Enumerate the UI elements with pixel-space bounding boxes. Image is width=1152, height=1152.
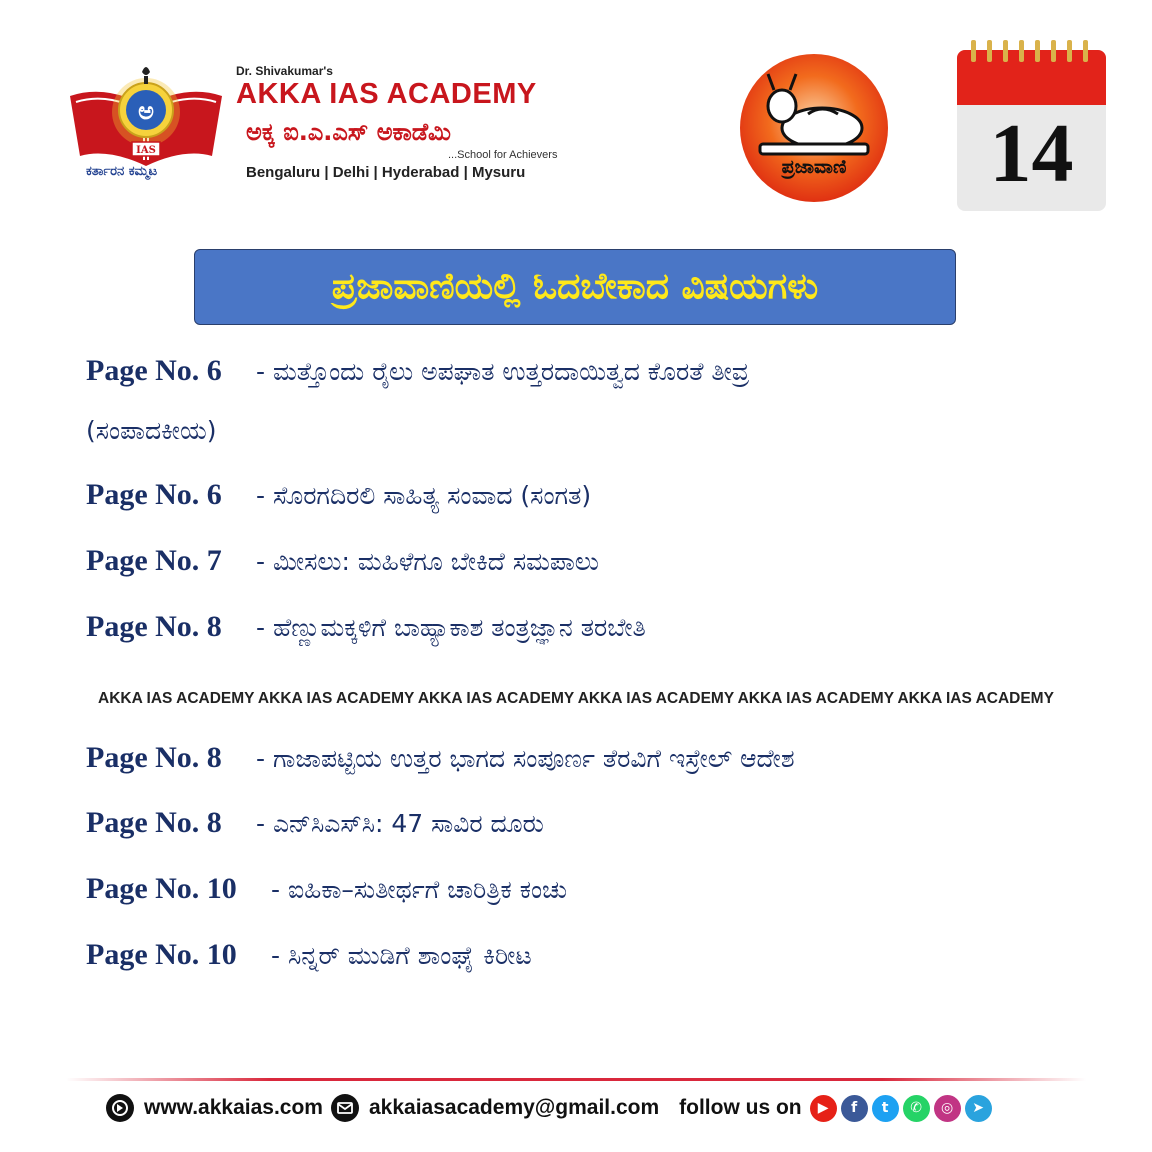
whatsapp-icon[interactable]: ✆ (903, 1095, 930, 1122)
item-continuation: (ಸಂಪಾದಕೀಯ) (86, 416, 217, 445)
banner-title: ಪ್ರಜಾವಾಣಿಯಲ್ಲಿ ಓದಬೇಕಾದ ವಿಷಯಗಳು (331, 266, 819, 307)
emblem-caption: ಕರ್ತಾರನ ಕಮ್ಮಟ (86, 164, 158, 179)
footer-divider (66, 1078, 1086, 1081)
item-text: - ಹೆಣ್ಣುಮಕ್ಕಳಿಗೆ ಬಾಹ್ಯಾಕಾಶ ತಂತ್ರಜ್ಞಾನ ತರಬೇತಿ (256, 613, 646, 642)
page-number: Page No. 10 (86, 938, 237, 971)
item-text: - ಐಹಿಕಾ–ಸುತೀರ್ಥಗೆ ಚಾರಿತ್ರಿಕ ಕಂಚು (271, 875, 568, 904)
list-item (86, 610, 646, 644)
academy-name: AKKA IAS ACADEMY (236, 78, 537, 110)
list-item (86, 872, 567, 906)
list-item (86, 544, 599, 578)
telegram-icon[interactable]: ➤ (965, 1095, 992, 1122)
page-number: Page No. 10 (86, 872, 237, 905)
list-item (86, 806, 544, 840)
globe-icon (106, 1094, 134, 1122)
founder-line: Dr. Shivakumar's (236, 64, 333, 78)
academy-cities: Bengaluru | Delhi | Hyderabad | Mysuru (246, 164, 526, 181)
item-text: - ಸಿನ್ನರ್ ಮುಡಿಗೆ ಶಾಂಘೈ ಕಿರೀಟ (271, 941, 532, 970)
item-text: - ಮೀಸಲು: ಮಹಿಳೆಗೂ ಬೇಕಿದೆ ಸಮಪಾಲು (256, 547, 599, 576)
prajavani-logo (738, 52, 890, 204)
youtube-icon[interactable]: ▶ (810, 1095, 837, 1122)
item-text: - ಗಾಜಾಪಟ್ಟಿಯ ಉತ್ತರ ಭಾಗದ ಸಂಪೂರ್ಣ ತೆರವಿಗೆ ಇಸ್ರೇಲ್ ಆದೇಶ (256, 744, 795, 773)
page-number: Page No. 6 (86, 354, 222, 387)
website-link[interactable]: www.akkaias.com (144, 1096, 323, 1119)
title-banner (194, 249, 956, 325)
svg-text:ಅ: ಅ (138, 97, 154, 125)
item-text: - ಎನ್‌ಸಿಎಸ್‌ಸಿ: 47 ಸಾವಿರ ದೂರು (256, 809, 544, 838)
list-item (86, 741, 795, 775)
page-number: Page No. 6 (86, 478, 222, 511)
academy-title-block (236, 62, 566, 192)
email-icon (331, 1094, 359, 1122)
calendar-icon (957, 40, 1106, 211)
twitter-icon[interactable]: t (872, 1095, 899, 1122)
emblem-badge: IAS (136, 145, 156, 156)
calendar-date: 14 (989, 107, 1074, 200)
follow-label: follow us on (679, 1096, 802, 1119)
page-number: Page No. 7 (86, 544, 222, 577)
list-item (86, 354, 749, 388)
page-number: Page No. 8 (86, 806, 222, 839)
academy-tagline: ...School for Achievers (448, 149, 558, 161)
email-link[interactable]: akkaiasacademy@gmail.com (368, 1096, 660, 1119)
page-number: Page No. 8 (86, 610, 222, 643)
footer (106, 1092, 996, 1124)
academy-name-kannada: ಅಕ್ಕ ಐ.ಎ.ಎಸ್ ಅಕಾಡೆಮಿ (246, 118, 451, 146)
instagram-icon[interactable]: ◎ (934, 1095, 961, 1122)
item-text: - ಮತ್ತೊಂದು ರೈಲು ಅಪಘಾತ ಉತ್ತರದಾಯಿತ್ವದ ಕೊರತೆ ತೀವ್ರ (256, 357, 750, 386)
facebook-icon[interactable]: f (841, 1095, 868, 1122)
page-number: Page No. 8 (86, 741, 222, 774)
list-item (86, 478, 591, 512)
list-item (86, 938, 532, 972)
prajavani-label: ಪ್ರಜಾವಾಣಿ (781, 156, 847, 178)
watermark-separator: AKKA IAS ACADEMY AKKA IAS ACADEMY AKKA IAS ACADEMY AKKA IAS ACADEMY AKKA IAS ACADEMY AKKA IAS ACADEMY (98, 690, 1054, 707)
item-text: - ಸೊರಗದಿರಲಿ ಸಾಹಿತ್ಯ ಸಂವಾದ (ಸಂಗತ) (256, 481, 592, 510)
